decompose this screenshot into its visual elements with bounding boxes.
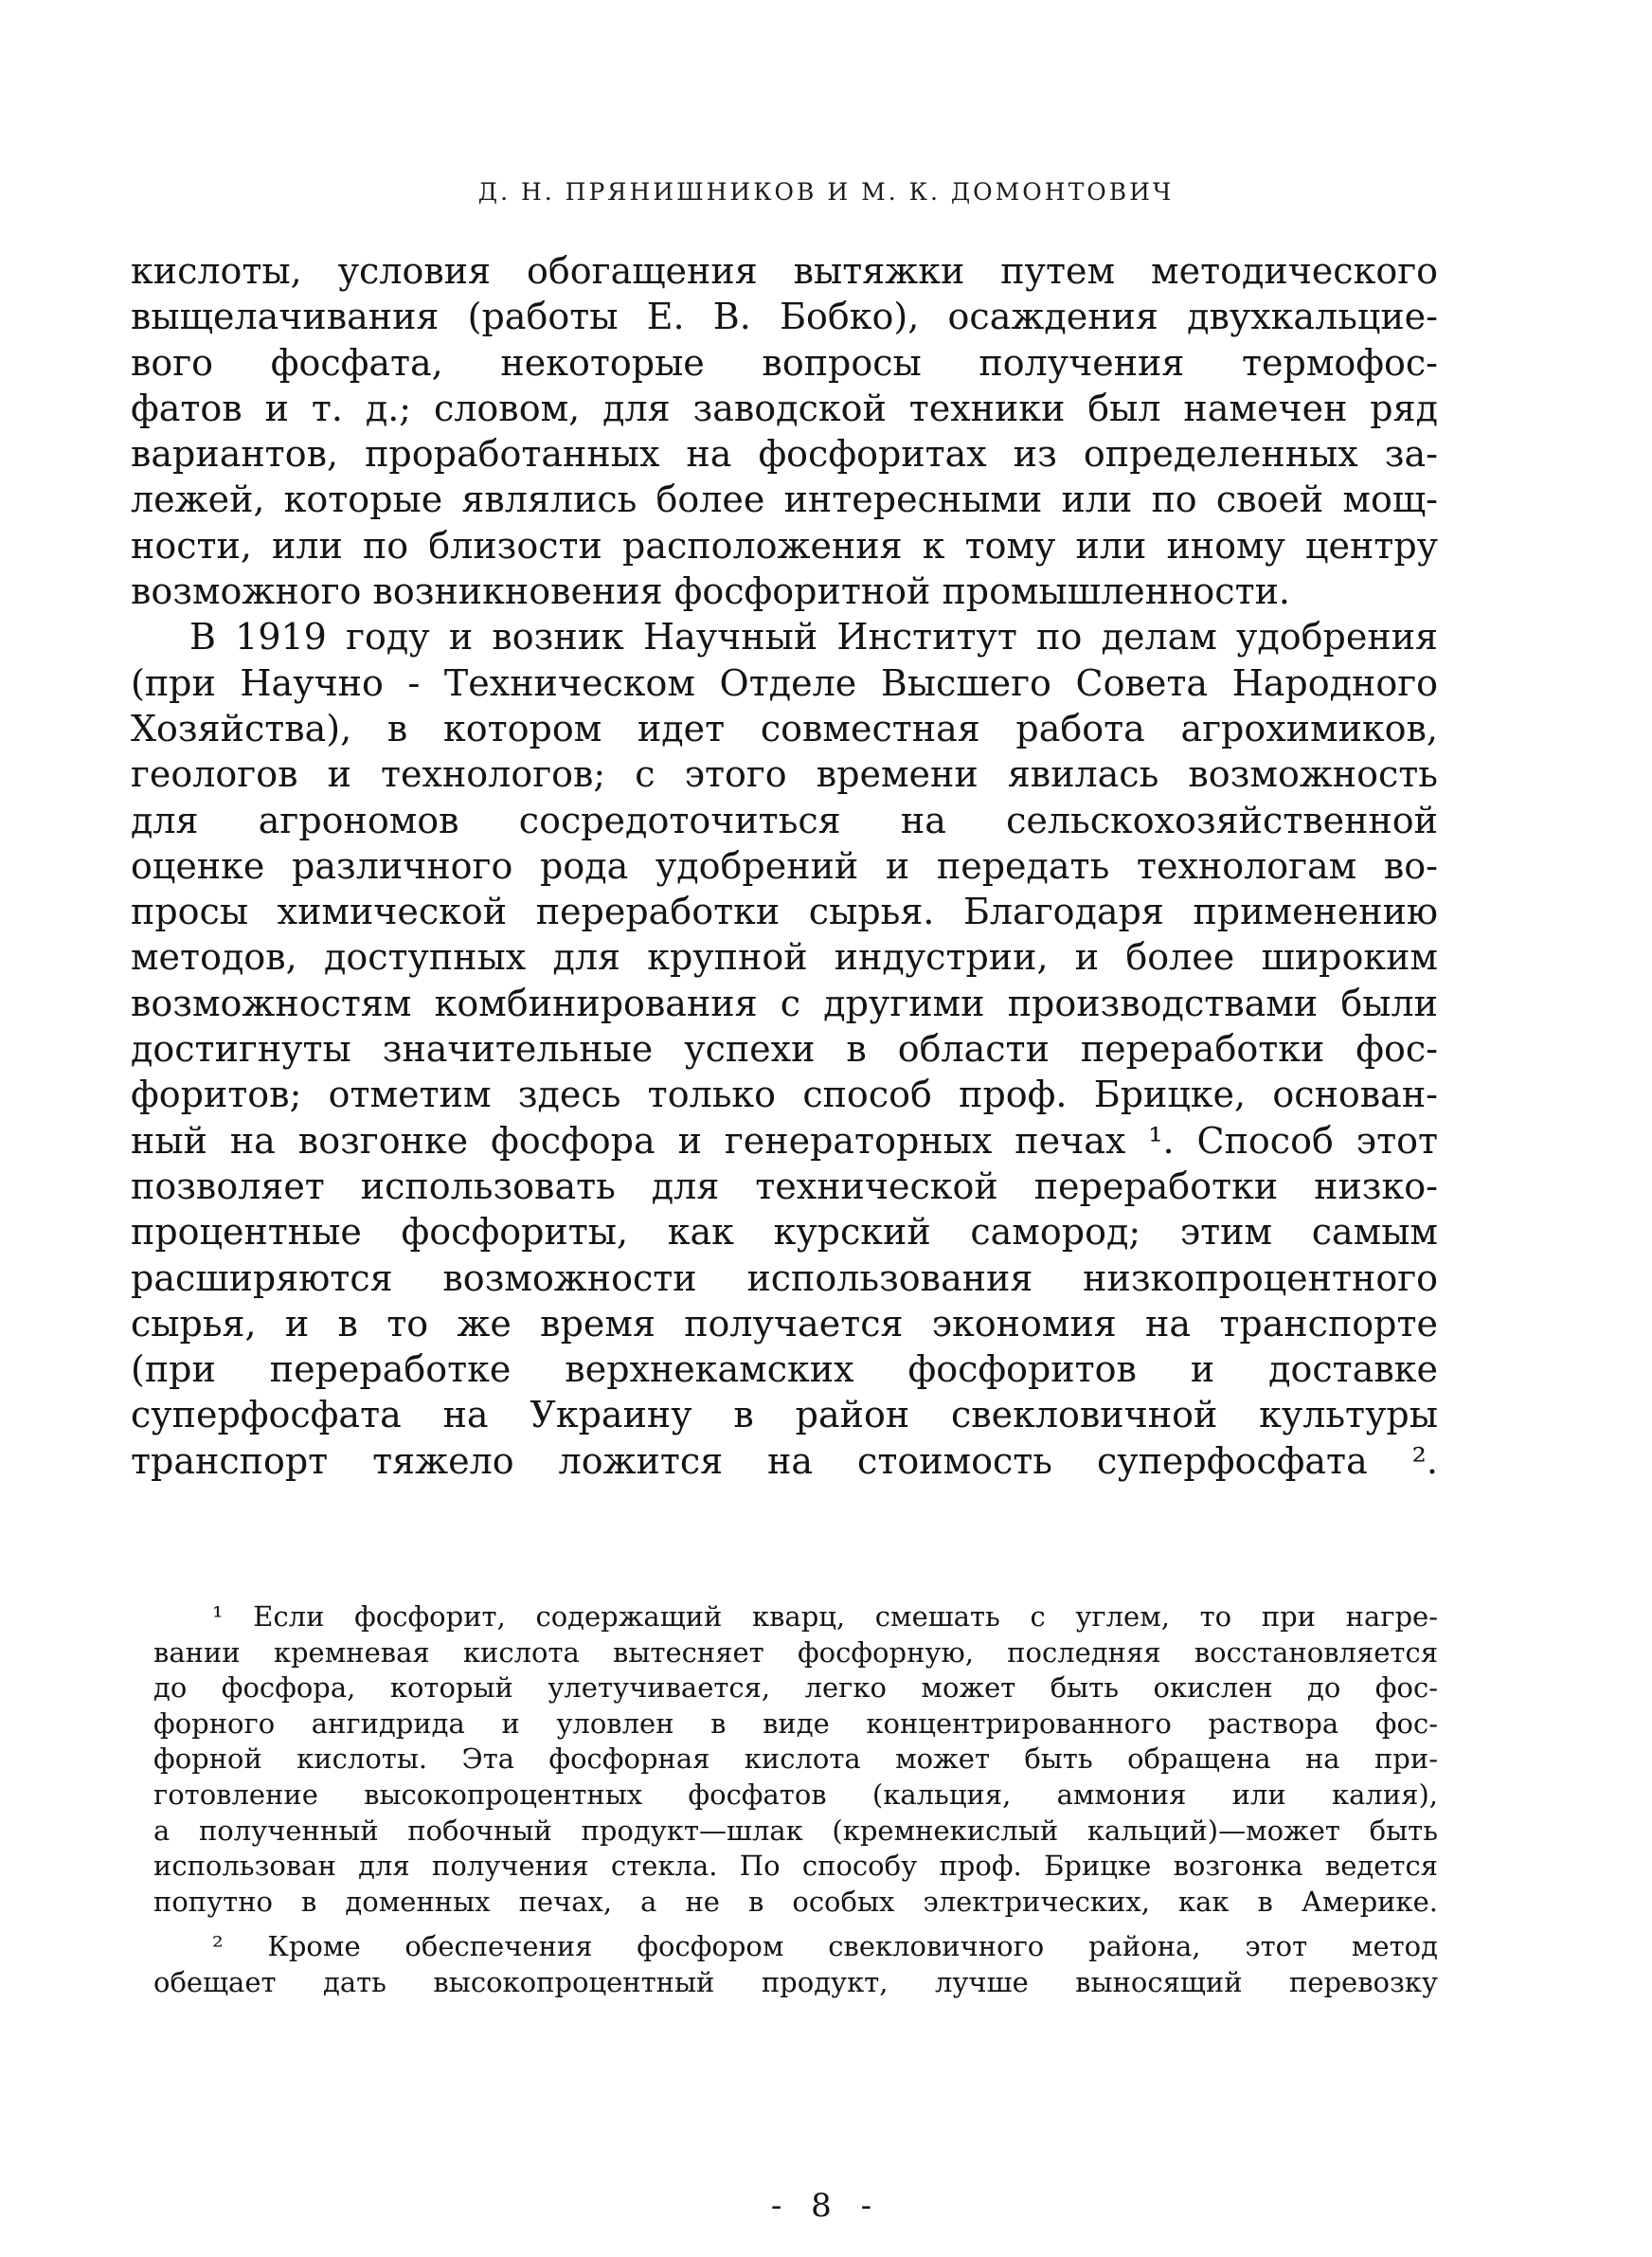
footnote-1-line: использован для получения стекла. По способу проф. Брицке возгонка ведется bbox=[153, 1850, 1438, 1883]
footnote-1-line: попутно в доменных печах, а не в особых электрических, как в Америке. bbox=[153, 1885, 1438, 1918]
body-line: суперфосфата на Украину в район свекловичной культуры bbox=[131, 1394, 1438, 1436]
body-line: достигнуты значительные успехи в области переработки фос- bbox=[131, 1028, 1438, 1071]
body-line: оценке различного рода удобрений и передать технологам во- bbox=[131, 844, 1438, 887]
footnote-2-line: ² Кроме обеспечения фосфором свекловичного района, этот метод bbox=[212, 1930, 1438, 1963]
body-line: возможностям комбинирования с другими производствами были bbox=[131, 982, 1438, 1024]
body-line: позволяет использовать для технической переработки низко- bbox=[131, 1165, 1438, 1207]
body-line: геологов и технологов; с этого времени явилась возможность bbox=[131, 753, 1438, 796]
footnote-1-line: до фосфора, который улетучивается, легко может быть окислен до фос- bbox=[153, 1671, 1438, 1705]
body-line: сырья, и в то же время получается экономия на транспорте bbox=[131, 1302, 1438, 1345]
body-line: для агрономов сосредоточиться на сельскохозяйственной bbox=[131, 799, 1438, 841]
body-line: методов, доступных для крупной индустрии, и более широким bbox=[131, 936, 1438, 979]
body-line: (при переработке верхнекамских фосфоритов и доставке bbox=[131, 1348, 1438, 1391]
body-line: фатов и т. д.; словом, для заводской техники был намечен ряд bbox=[131, 387, 1438, 429]
body-line: ности, или по близости расположения к тому или иному центру bbox=[131, 524, 1438, 567]
body-line: вариантов, проработанных на фосфоритах из определенных за- bbox=[131, 433, 1438, 476]
body-line: кислоты, условия обогащения вытяжки путем методического bbox=[131, 250, 1438, 292]
body-line: расширяются возможности использования низкопроцентного bbox=[131, 1256, 1438, 1299]
footnote-1-line: форной кислоты. Эта фосфорная кислота может быть обращена на при- bbox=[153, 1742, 1438, 1776]
body-line: вого фосфата, некоторые вопросы получения термофос- bbox=[131, 341, 1438, 384]
body-line: транспорт тяжело ложится на стоимость суперфосфата ². bbox=[131, 1439, 1438, 1482]
footnote-1-line: форного ангидрида и уловлен в виде концентрированного раствора фос- bbox=[153, 1706, 1438, 1740]
footnote-1-line: а полученный побочный продукт—шлак (кремнекислый кальций)—может быть bbox=[153, 1814, 1438, 1847]
body-line: процентные фосфориты, как курский самород; этим самым bbox=[131, 1211, 1438, 1254]
footnote-1-line: ¹ Если фосфорит, содержащий кварц, смешать с углем, то при нагре- bbox=[212, 1600, 1438, 1633]
body-line: возможного возникновения фосфоритной промышленности. bbox=[131, 570, 1290, 613]
footnotes bbox=[153, 1599, 1438, 2001]
paragraph-start-line: В 1919 году и возник Научный Институт по делам удобрения bbox=[189, 616, 1438, 659]
page-number: - 8 - bbox=[770, 2187, 882, 2225]
running-head: Д. Н. ПРЯНИШНИКОВ И М. К. ДОМОНТОВИЧ bbox=[477, 178, 1175, 206]
footnote-1-line: вании кремневая кислота вытесняет фосфорную, последняя восстановляется bbox=[153, 1635, 1438, 1669]
body-line: Хозяйства), в котором идет совместная работа агрохимиков, bbox=[131, 707, 1438, 749]
body-line: ный на возгонке фосфора и генераторных печах ¹. Способ этот bbox=[131, 1119, 1438, 1162]
body-text bbox=[131, 248, 1438, 1484]
footnote-1-line: готовление высокопроцентных фосфатов (кальция, аммония или калия), bbox=[153, 1778, 1438, 1811]
body-line: форитов; отметим здесь только способ проф. Брицке, основан- bbox=[131, 1074, 1438, 1116]
body-line: (при Научно - Техническом Отделе Высшего Совета Народного bbox=[131, 661, 1438, 704]
body-line: просы химической переработки сырья. Благодаря применению bbox=[131, 891, 1438, 933]
body-line: лежей, которые являлись более интересными или по своей мощ- bbox=[131, 478, 1438, 521]
body-line: выщелачивания (работы Е. В. Бобко), осаждения двухкальцие- bbox=[131, 296, 1438, 338]
footnote-2-line: обещает дать высокопроцентный продукт, лучше выносящий перевозку bbox=[153, 1965, 1438, 1998]
